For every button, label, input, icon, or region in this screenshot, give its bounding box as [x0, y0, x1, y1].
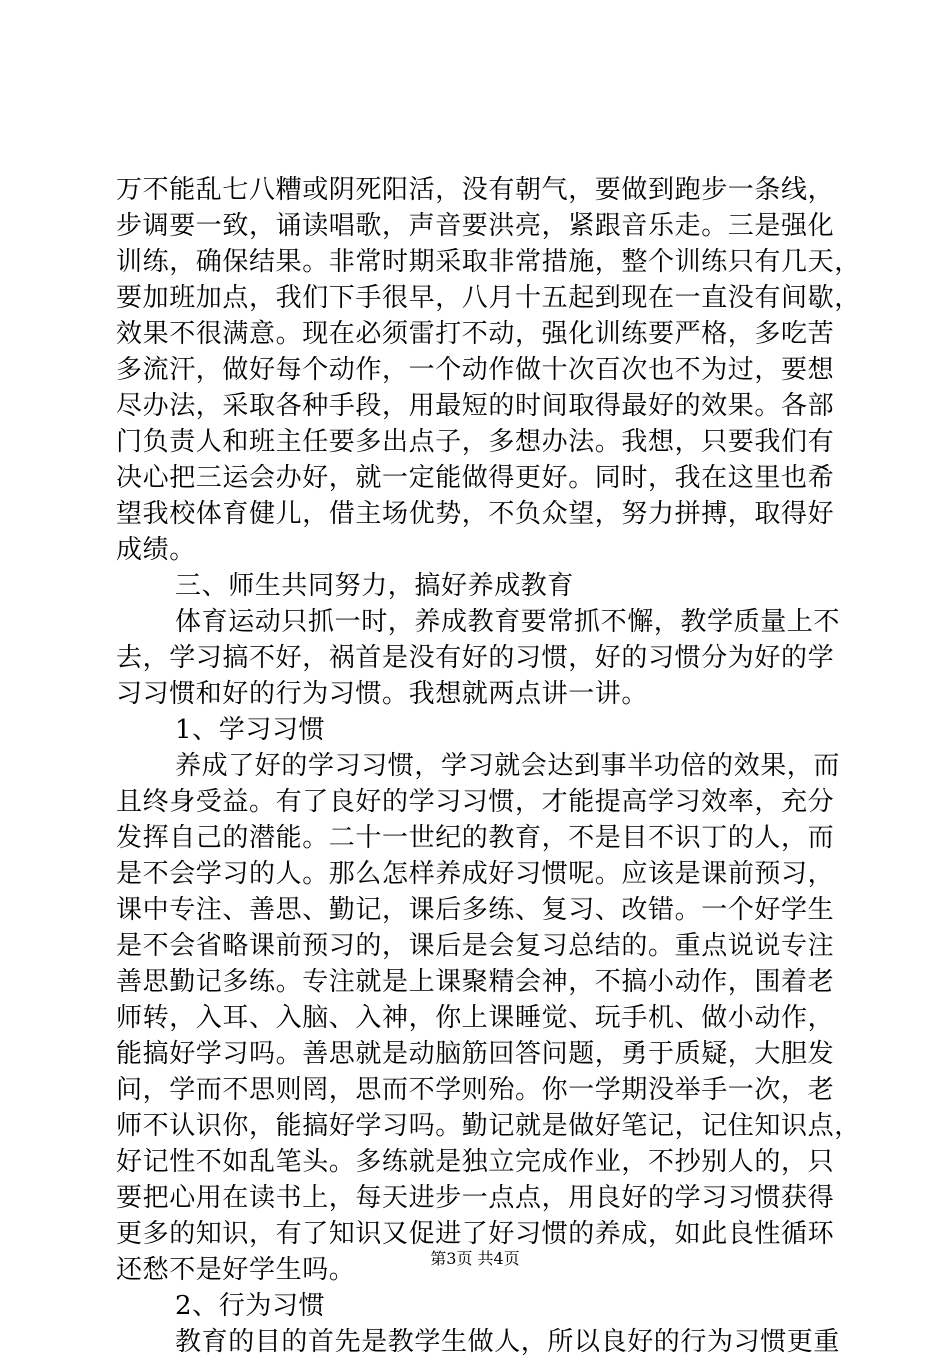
text-line: 门负责人和班主任要多出点子，多想办法。我想，只要我们有: [116, 427, 835, 457]
text-line: 效果不很满意。现在必须雷打不动，强化训练要严格，多吃苦: [116, 319, 835, 349]
text-line: 尽办法，采取各种手段，用最短的时间取得最好的效果。各部: [116, 391, 835, 421]
text-line: 师不认识你，能搞好学习吗。勤记就是做好笔记，记住知识点，: [116, 1111, 861, 1141]
page-footer: 第3页 共4页: [430, 1249, 520, 1268]
text-line: 是不会省略课前预习的，课后是会复习总结的。重点说说专注: [116, 931, 835, 961]
text-line: 训练，确保结果。非常时期采取非常措施，整个训练只有几天，: [116, 247, 861, 277]
text-line: 好记性不如乱笔头。多练就是独立完成作业，不抄别人的，只: [116, 1147, 835, 1177]
text-line: 2、行为习惯: [175, 1291, 326, 1321]
text-line: 发挥自己的潜能。二十一世纪的教育，不是目不识丁的人，而: [116, 823, 835, 853]
text-line: 养成了好的学习习惯，学习就会达到事半功倍的效果，而: [175, 751, 841, 781]
text-line: 更多的知识，有了知识又促进了好习惯的养成，如此良性循环: [116, 1219, 835, 1249]
text-line: 步调要一致，诵读唱歌，声音要洪亮，紧跟音乐走。三是强化: [116, 211, 835, 241]
text-line: 1、学习习惯: [175, 715, 326, 745]
text-line: 三、师生共同努力，搞好养成教育: [175, 571, 575, 601]
text-line: 还愁不是好学生吗。: [116, 1255, 356, 1285]
text-line: 能搞好学习吗。善思就是动脑筋回答问题，勇于质疑，大胆发: [116, 1039, 835, 1069]
text-line: 要加班加点，我们下手很早，八月十五起到现在一直没有间歇，: [116, 283, 861, 313]
text-line: 要把心用在读书上，每天进步一点点，用良好的学习习惯获得: [116, 1183, 835, 1213]
text-line: 去，学习搞不好，祸首是没有好的习惯，好的习惯分为好的学: [116, 643, 835, 673]
text-line: 万不能乱七八糟或阴死阳活，没有朝气，要做到跑步一条线，: [116, 175, 835, 205]
text-line: 成绩。: [116, 535, 196, 565]
text-line: 是不会学习的人。那么怎样养成好习惯呢。应该是课前预习，: [116, 859, 835, 889]
document-body: [116, 172, 861, 1360]
text-line: 师转，入耳、入脑、入神，你上课睡觉、玩手机、做小动作，: [116, 1003, 835, 1033]
text-line: 且终身受益。有了良好的学习习惯，才能提高学习效率，充分: [116, 787, 835, 817]
text-line: 习习惯和好的行为习惯。我想就两点讲一讲。: [116, 679, 649, 709]
text-line: 望我校体育健儿，借主场优势，不负众望，努力拼搏，取得好: [116, 499, 835, 529]
text-line: 教育的目的首先是教学生做人，所以良好的行为习惯更重: [175, 1327, 841, 1357]
text-line: 多流汗，做好每个动作，一个动作做十次百次也不为过，要想: [116, 355, 835, 385]
text-line: 决心把三运会办好，就一定能做得更好。同时，我在这里也希: [116, 463, 835, 493]
text-line: 问，学而不思则罔，思而不学则殆。你一学期没举手一次，老: [116, 1075, 835, 1105]
text-line: 体育运动只抓一时，养成教育要常抓不懈，教学质量上不: [175, 607, 841, 637]
text-line: 课中专注、善思、勤记，课后多练、复习、改错。一个好学生: [116, 895, 835, 925]
text-line: 善思勤记多练。专注就是上课聚精会神，不搞小动作，围着老: [116, 967, 835, 997]
